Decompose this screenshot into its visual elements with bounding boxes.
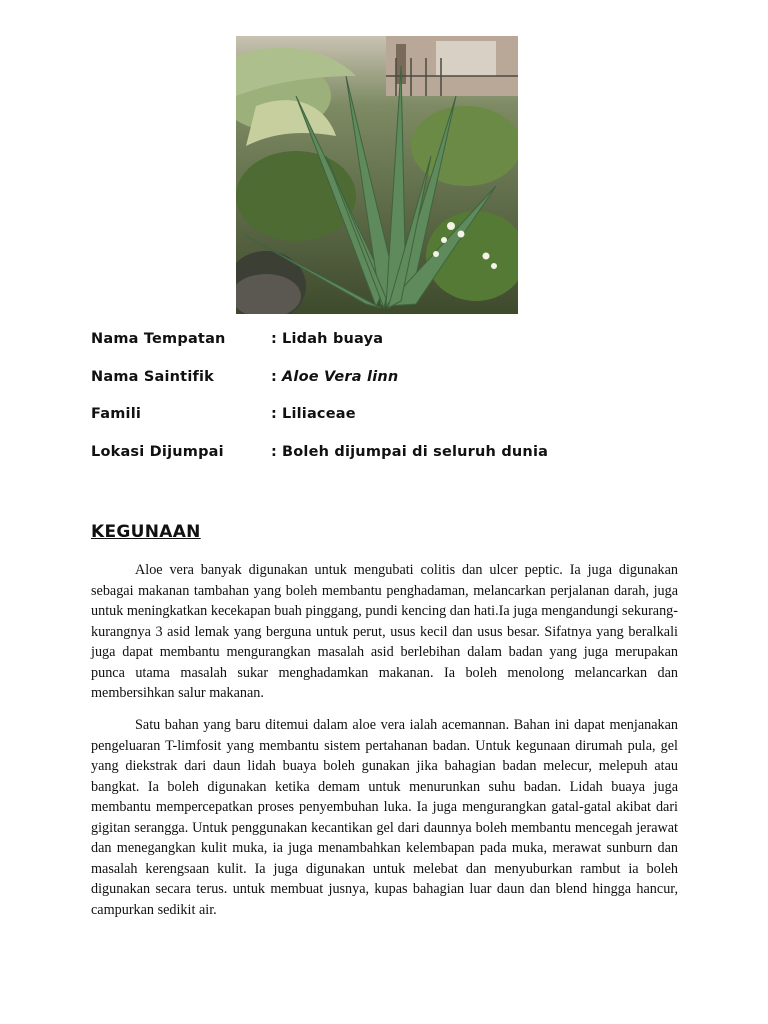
info-colon: : <box>271 331 277 347</box>
paragraph-1: Aloe vera banyak digunakan untuk mengubati colitis dan ulcer peptic. Ia juga digunakan sebagai makanan tambahan yang boleh membantu penghadaman, melancarkan perjalanan darah, juga untuk meningkatkan kecekapan buah pinggang, pundi kencing dan hati.Ia juga mengandungi sekurang-kurangnya 3 asid lemak yang berguna untuk perut, usus kecil dan usus besar. Sifatnya yang beralkali juga dapat membantu mengurangkan masalah asid berlebihan dalam badan yang juga merupakan punca utama masalah sukar menghadamkan makanan. Ia boleh menolong melancarkan dan membersihkan salur makanan. <box>91 562 678 701</box>
info-label: Lokasi Dijumpai <box>91 444 224 460</box>
info-colon: : <box>271 444 277 460</box>
info-row-local-name <box>91 331 691 353</box>
aloe-vera-plant-image <box>236 36 518 314</box>
info-value: Aloe Vera linn <box>282 369 399 385</box>
info-row-scientific-name <box>91 369 691 391</box>
info-colon: : <box>271 369 277 385</box>
info-colon: : <box>271 406 277 422</box>
info-label: Nama Saintifik <box>91 369 215 385</box>
info-label: Nama Tempatan <box>91 331 226 347</box>
paragraph-2: Satu bahan yang baru ditemui dalam aloe vera ialah acemannan. Bahan ini dapat menjanakan pengeluaran T-limfosit yang membantu sistem pertahanan badan. Untuk kegunaan dirumah pula, gel yang diekstrak dari daun lidah buaya boleh gunakan jika bahagian badan melecur, melepuh atau bangkat. Ia boleh digunakan ketika demam untuk menurunkan suhu badan. Lidah buaya juga membantu mempercepatkan proses penyembuhan luka. Ia juga mengurangkan gatal-gatal akibat dari gigitan serangga. Untuk penggunakan kecantikan gel dari daunnya boleh membantu mencegah jerawat dan menegangkan kulit muka, ia juga menambahkan kelembapan pada muka, merawat sunburn dan masalah kerengsaan kulit. Ia juga digunakan untuk melebat dan menyuburkan rambut ia boleh digunakan secara terus. untuk membuat jusnya, kupas bahagian luar daun dan blend hingga hancur, campurkan sedikit air. <box>91 717 678 918</box>
info-row-family <box>91 406 691 428</box>
info-value: Lidah buaya <box>282 331 384 347</box>
info-row-location <box>91 444 691 466</box>
info-value: Boleh dijumpai di seluruh dunia <box>282 444 549 460</box>
info-label: Famili <box>91 406 142 422</box>
aloe-vera-photo <box>236 36 518 314</box>
info-value: Liliaceae <box>282 406 356 422</box>
section-heading: KEGUNAAN <box>91 522 201 542</box>
